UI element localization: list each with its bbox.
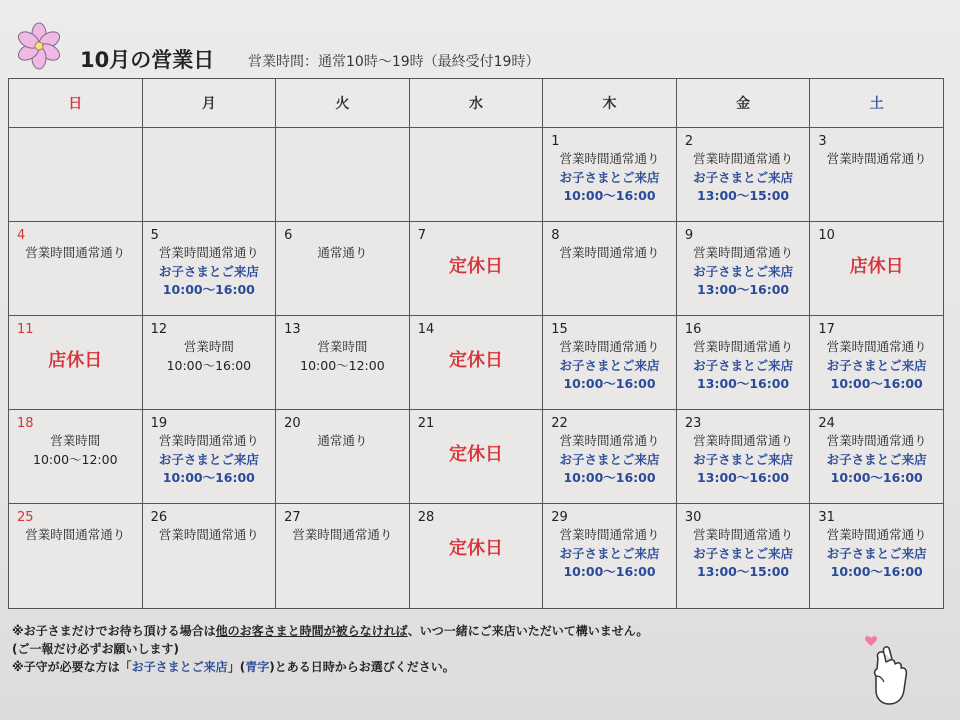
day-number: 27: [284, 510, 301, 525]
empty-cell: [9, 128, 143, 222]
day-number: 11: [17, 322, 34, 337]
day-number: 8: [551, 228, 560, 243]
closed-label: 定休日: [448, 256, 503, 277]
day-cell-19: [142, 410, 276, 504]
day-cell-content: [810, 504, 943, 608]
day-cell-22: [543, 410, 677, 504]
weekday-fri: 金: [676, 79, 810, 128]
day-schedule: [143, 432, 276, 488]
week-row: [9, 410, 944, 504]
day-cell-11: [9, 316, 143, 410]
day-cell-25: [9, 504, 143, 609]
note-blue-text: 青字: [245, 660, 270, 674]
kids-visit-label: お子さまとご来店: [559, 169, 660, 185]
day-cell-12: [142, 316, 276, 410]
schedule-text: 営業時間通常通り: [693, 527, 794, 542]
day-schedule: [543, 150, 676, 206]
day-schedule: [276, 432, 409, 451]
weekday-thu: 木: [543, 79, 677, 128]
day-cell-18: [9, 410, 143, 504]
day-number: 5: [150, 228, 159, 243]
kids-visit-label: お子さまとご来店: [693, 545, 794, 561]
day-cell-28: [409, 504, 543, 609]
day-cell-content: [143, 410, 276, 503]
day-cell-20: [276, 410, 410, 504]
schedule-text: 営業時間通常通り: [25, 527, 126, 542]
day-schedule: [677, 526, 810, 582]
weekday-sat: 土: [810, 79, 944, 128]
schedule-text: 営業時間通常通り: [826, 527, 927, 542]
schedule-text: 営業時間通常通り: [826, 433, 927, 448]
day-cell-10: [810, 222, 944, 316]
day-number: 9: [684, 228, 694, 243]
day-schedule: [543, 338, 676, 394]
day-number: 1: [551, 134, 560, 149]
schedule-text: 営業時間通常通り: [25, 245, 126, 260]
day-cell-content: [143, 504, 276, 608]
day-cell-content: [810, 128, 943, 221]
day-schedule: [276, 526, 409, 545]
closed-label: 定休日: [448, 350, 503, 371]
day-cell-content: [677, 128, 810, 221]
day-cell-30: [676, 504, 810, 609]
kids-visit-label: お子さまとご来店: [559, 545, 660, 561]
schedule-text: 営業時間通常通り: [559, 433, 660, 448]
day-cell-26: [142, 504, 276, 609]
day-cell-content: [543, 222, 676, 315]
week-row: [9, 128, 944, 222]
day-cell-content: [9, 504, 142, 608]
day-cell-5: [142, 222, 276, 316]
schedule-text: 営業時間: [317, 339, 368, 354]
day-number: 13: [284, 322, 301, 337]
business-hours: 営業時間：通常10時～19時（最終受付19時）: [248, 54, 540, 70]
note-text: )とある日時からお選びください。: [269, 660, 455, 674]
note-line-3: [12, 658, 812, 676]
day-schedule: [143, 526, 276, 545]
kids-visit-time: 10:00～16:00: [830, 564, 923, 579]
day-cell-content: [810, 316, 943, 409]
day-number: 28: [417, 510, 435, 525]
schedule-text: 通常通り: [317, 245, 368, 260]
kids-visit-label: お子さまとご来店: [693, 263, 794, 279]
calendar-table: [8, 78, 944, 609]
schedule-text: 営業時間通常通り: [559, 245, 660, 260]
empty-cell: [276, 128, 410, 222]
empty-cell: [142, 128, 276, 222]
closed-label: 店休日: [849, 256, 904, 277]
kids-visit-label: お子さまとご来店: [826, 451, 927, 467]
schedule-text: 営業時間通常通り: [693, 245, 794, 260]
day-number: 19: [150, 416, 168, 431]
day-cell-4: [9, 222, 143, 316]
kids-visit-label: お子さまとご来店: [693, 451, 794, 467]
day-schedule: [810, 338, 943, 394]
day-number: 30: [684, 510, 702, 525]
day-schedule: [9, 526, 142, 545]
kids-visit-time: 10:00～16:00: [563, 470, 656, 485]
day-cell-content: [543, 128, 676, 221]
day-cell-content: [677, 504, 810, 608]
day-number: 24: [818, 416, 835, 431]
schedule-text: 通常通り: [317, 433, 368, 448]
day-cell-content: [677, 410, 810, 503]
weekday-header-row: [9, 79, 944, 128]
day-schedule: [276, 244, 409, 263]
kids-visit-label: お子さまとご来店: [559, 451, 660, 467]
kids-visit-time: 10:00～16:00: [162, 282, 255, 297]
day-cell-content: [410, 128, 543, 221]
day-number: 29: [551, 510, 568, 525]
day-cell-31: [810, 504, 944, 609]
day-number: 18: [17, 416, 34, 431]
day-cell-27: [276, 504, 410, 609]
day-cell-14: [409, 316, 543, 410]
empty-cell: [409, 128, 543, 222]
day-cell-29: [543, 504, 677, 609]
day-number: 25: [17, 510, 34, 525]
schedule-text: 営業時間通常通り: [292, 527, 393, 542]
schedule-text: 営業時間通常通り: [559, 151, 660, 166]
day-number: 21: [417, 416, 435, 431]
day-number: 4: [17, 228, 26, 243]
day-schedule: [143, 244, 276, 300]
day-cell-content: [810, 222, 943, 315]
day-schedule: [9, 432, 142, 469]
note-text: 、いつ一緒にご来店いただいて構いません。: [407, 624, 649, 638]
day-number: 7: [417, 228, 426, 243]
kids-visit-time: 10:00～16:00: [162, 470, 255, 485]
day-number: 14: [417, 322, 435, 337]
day-number: 22: [551, 416, 568, 431]
note-text: 」(: [227, 660, 246, 674]
day-cell-content: [9, 222, 142, 315]
day-schedule: [543, 432, 676, 488]
day-schedule: [276, 338, 409, 375]
day-cell-content: [410, 316, 543, 409]
kids-visit-label: お子さまとご来店: [158, 263, 259, 279]
day-schedule: [677, 150, 810, 206]
day-cell-7: [409, 222, 543, 316]
day-cell-content: [143, 128, 276, 221]
weekday-tue: 火: [276, 79, 410, 128]
schedule-text: 営業時間通常通り: [826, 151, 927, 166]
day-schedule: [810, 150, 943, 169]
closed-label: 定休日: [448, 444, 503, 465]
day-cell-9: [676, 222, 810, 316]
day-cell-1: [543, 128, 677, 222]
note-text: ※お子さまだけでお待ち頂ける場合は: [12, 624, 216, 638]
schedule-text: 営業時間通常通り: [826, 339, 927, 354]
day-cell-content: [276, 410, 409, 503]
kids-visit-label: お子さまとご来店: [693, 169, 794, 185]
day-cell-content: [677, 222, 810, 315]
day-schedule: [143, 338, 276, 375]
kids-visit-label: お子さまとご来店: [826, 545, 927, 561]
day-cell-17: [810, 316, 944, 410]
weekday-sun: 日: [9, 79, 143, 128]
day-cell-8: [543, 222, 677, 316]
schedule-text: 10:00～12:00: [33, 451, 118, 467]
day-schedule: [810, 432, 943, 488]
week-row: [9, 222, 944, 316]
day-schedule: [677, 432, 810, 488]
day-number: 31: [818, 510, 835, 525]
day-number: 2: [684, 134, 694, 149]
kids-visit-time: 10:00～16:00: [563, 376, 656, 391]
kids-visit-label: お子さまとご来店: [826, 357, 927, 373]
day-number: 23: [684, 416, 702, 431]
day-cell-content: [410, 504, 543, 608]
weekday-mon: 月: [142, 79, 276, 128]
closed-label: 定休日: [448, 538, 503, 559]
schedule-text: 営業時間通常通り: [693, 339, 794, 354]
day-cell-13: [276, 316, 410, 410]
kids-visit-time: 10:00～16:00: [830, 376, 923, 391]
day-cell-2: [676, 128, 810, 222]
kids-visit-time: 13:00～16:00: [697, 470, 790, 485]
day-schedule: [810, 526, 943, 582]
note-line-1: [12, 622, 812, 640]
closed-label: 店休日: [48, 350, 103, 371]
schedule-text: 10:00～12:00: [300, 357, 385, 373]
kids-visit-time: 10:00～16:00: [563, 564, 656, 579]
day-cell-3: [810, 128, 944, 222]
cosmos-flower-icon: [12, 22, 66, 70]
day-cell-content: [276, 504, 409, 608]
day-cell-6: [276, 222, 410, 316]
kids-visit-time: 10:00～16:00: [563, 188, 656, 203]
day-cell-content: [543, 504, 676, 608]
day-schedule: [543, 244, 676, 263]
day-schedule: [543, 526, 676, 582]
day-number: 12: [150, 322, 168, 337]
day-cell-content: [143, 222, 276, 315]
schedule-text: 営業時間通常通り: [559, 339, 660, 354]
day-cell-content: [276, 128, 409, 221]
day-number: 20: [284, 416, 301, 431]
day-cell-content: [9, 128, 142, 221]
day-schedule: [677, 244, 810, 300]
day-cell-content: [143, 316, 276, 409]
day-cell-15: [543, 316, 677, 410]
kids-visit-time: 13:00～16:00: [697, 282, 790, 297]
kids-visit-time: 13:00～15:00: [697, 188, 790, 203]
schedule-text: 営業時間通常通り: [158, 527, 259, 542]
kids-visit-label: お子さまとご来店: [693, 357, 794, 373]
kids-visit-time: 13:00～15:00: [697, 564, 790, 579]
day-cell-content: [9, 316, 142, 409]
note-text: ※子守が必要な方は「: [12, 660, 132, 674]
day-cell-16: [676, 316, 810, 410]
schedule-text: 営業時間通常通り: [158, 245, 259, 260]
note-underlined: 他のお客さまと時間が被らなければ: [215, 624, 408, 638]
day-number: 10: [818, 228, 835, 243]
day-cell-content: [410, 410, 543, 503]
day-number: 6: [284, 228, 293, 243]
kids-visit-time: 10:00～16:00: [830, 470, 923, 485]
week-row: [9, 504, 944, 609]
day-number: 16: [684, 322, 702, 337]
day-number: 26: [150, 510, 168, 525]
note-blue-text: お子さまとご来店: [131, 660, 228, 674]
week-row: [9, 316, 944, 410]
schedule-text: 営業時間: [50, 433, 101, 448]
schedule-text: 10:00～16:00: [166, 357, 252, 373]
notes: [12, 622, 812, 676]
schedule-text: 営業時間通常通り: [693, 151, 794, 166]
day-cell-content: [276, 316, 409, 409]
schedule-text: 営業時間通常通り: [693, 433, 794, 448]
finger-heart-icon: [862, 632, 910, 706]
day-cell-24: [810, 410, 944, 504]
schedule-text: 営業時間: [183, 339, 234, 354]
page-title: 10月の営業日: [80, 48, 215, 72]
day-cell-content: [9, 410, 142, 503]
day-schedule: [677, 338, 810, 394]
weekday-wed: 水: [409, 79, 543, 128]
schedule-text: 営業時間通常通り: [158, 433, 259, 448]
day-cell-content: [543, 316, 676, 409]
day-cell-content: [810, 410, 943, 503]
day-number: 15: [551, 322, 568, 337]
kids-visit-label: お子さまとご来店: [158, 451, 259, 467]
day-cell-content: [410, 222, 543, 315]
day-schedule: [9, 244, 142, 263]
day-cell-content: [677, 316, 810, 409]
kids-visit-time: 13:00～16:00: [697, 376, 790, 391]
day-cell-content: [543, 410, 676, 503]
day-number: 17: [818, 322, 835, 337]
note-line-2: (ご一報だけ必ずお願いします): [12, 642, 179, 656]
day-number: 3: [818, 134, 827, 149]
kids-visit-label: お子さまとご来店: [559, 357, 660, 373]
day-cell-21: [409, 410, 543, 504]
day-cell-content: [276, 222, 409, 315]
schedule-text: 営業時間通常通り: [559, 527, 660, 542]
day-cell-23: [676, 410, 810, 504]
